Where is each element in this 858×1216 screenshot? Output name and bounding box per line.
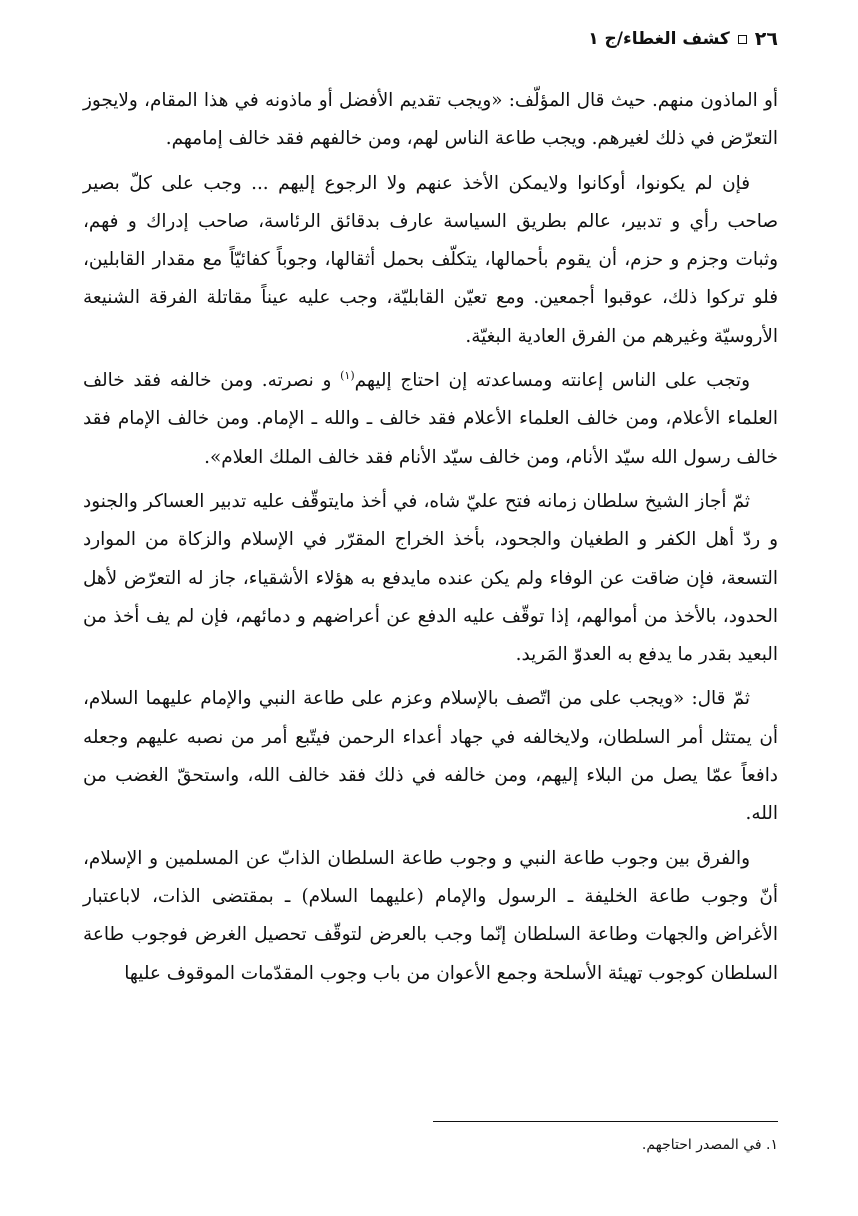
footnote-reference[interactable]: (١)	[340, 368, 355, 382]
paragraph: فإن لم يكونوا، أوكانوا ولايمكن الأخذ عنهم ولا الرجوع إليهم ... وجب على كلّ بصير صاحب رأي و تدبير، عالم بطريق السياسة عارف بدقائق الرئاسة، صاحب إدراك و فهم، وثبات وجزم و حزم، أن يقوم بأحمالها، يتكلّف بحمل أثقالها، وجوباً كفائيّاً مع مقدار القابلين، فلو تركوا ذلك، عوقبوا أجمعين. ومع تعيّن القابليّة، وجب عليه عيناً مقاتلة الفرقة الشنيعة الأروسيّة وغيرهم من الفرق العادية البغيّة.	[83, 172, 778, 347]
paragraph: أو الماذون منهم. حيث قال المؤلّف: «ويجب تقديم الأفضل أو ماذونه في هذا المقام، ولايجوز التعرّض في ذلك لغيرهم. ويجب طاعة الناس لهم، ومن خالفهم فقد خالف إمامهم.	[83, 90, 778, 150]
square-ornament-icon	[738, 35, 747, 44]
footnote: ١. في المصدر احتاجهم.	[641, 1137, 778, 1153]
paragraph-text: وتجب على الناس إعانته ومساعدته إن احتاج إليهم	[354, 370, 750, 392]
footnote-divider	[433, 1121, 778, 1122]
body-text	[83, 82, 778, 999]
running-head	[588, 28, 778, 50]
paragraph: ثمّ قال: «ويجب على من اتّصف بالإسلام وعزم على طاعة النبي والإمام عليهما السلام، أن يمتثل أمر السلطان، ولايخالفه في جهاد أعداء الرحمن فيتّبع أمر من نصبه عليهم وجعله دافعاً عمّا يصل من البلاء إليهم، ومن خالفه في ذلك فقد خالف الله، واستحقّ الغضب من الله.	[83, 688, 778, 825]
paragraph-text: و نصرته. ومن خالفه فقد خالف العلماء الأعلام، ومن خالف العلماء الأعلام فقد خالف ـ والله ـ الإمام. ومن خالف الإمام فقد خالف رسول الله سيّد الأنام، ومن خالف سيّد الأنام فقد خالف الملك العلام».	[83, 370, 778, 468]
page-number: ٢٦	[754, 28, 778, 50]
book-title: كشف الغطاء/ج ١	[588, 29, 730, 49]
paragraph: ثمّ أجاز الشيخ سلطان زمانه فتح عليّ شاه، في أخذ مايتوقّف عليه تدبير العساكر والجنود و ردّ أهل الكفر و الطغيان والجحود، بأخذ الخراج المقرّر في الإسلام والزكاة من الموارد التسعة، فإن ضاقت عن الوفاء ولم يكن عنده مايدفع به هؤلاء الأشقياء، جاز له التعرّض لأهل الحدود، بالأخذ من أموالهم، إذا توقّف عليه الدفع عن أعراضهم و دمائهم، فإن لم يف أخذ من البعيد بقدر ما يدفع به العدوّ المَريد.	[83, 490, 778, 666]
paragraph: والفرق بين وجوب طاعة النبي و وجوب طاعة السلطان الذابّ عن المسلمين و الإسلام، أنّ وجوب طاعة الخليفة ـ الرسول والإمام (عليهما السلام) ـ بمقتضى الذات، لاباعتبار الأغراض والجهات وطاعة السلطان إنّما وجب بالعرض لتوقّف تحصيل الغرض فوجوب طاعة السلطان كوجوب تهيئة الأسلحة وجمع الأعوان من باب وجوب المقدّمات الموقوف عليها	[83, 847, 778, 984]
paragraph	[83, 362, 778, 477]
